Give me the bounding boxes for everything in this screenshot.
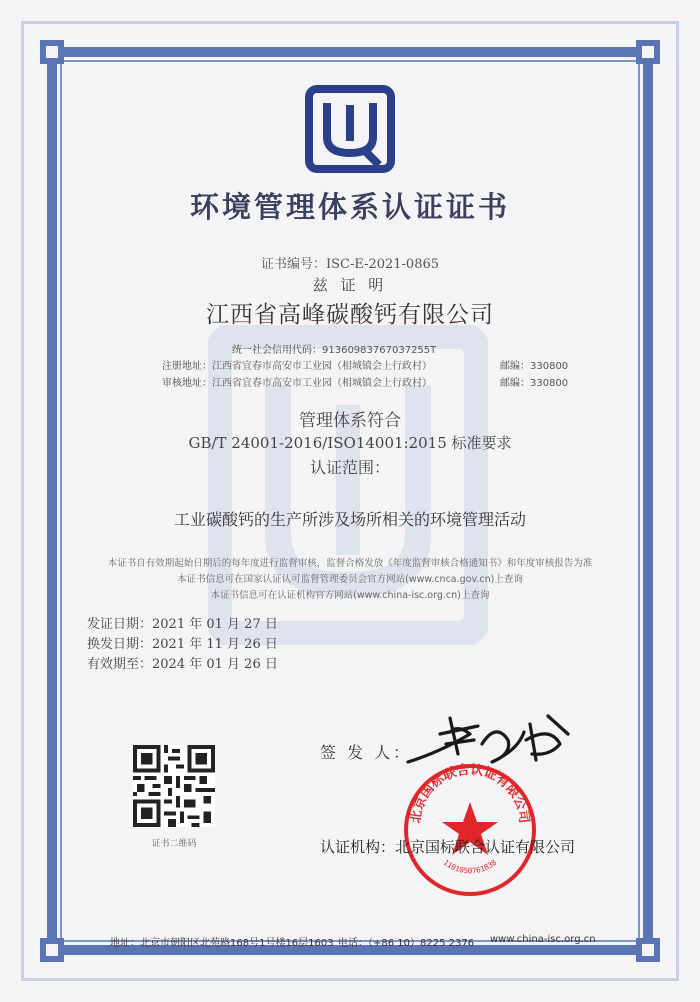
expiry-date-value: 2024 年 01 月 26 日 <box>152 657 278 672</box>
audit-address-value: 江西省宜春市高安市工业园（相城镇会上行政村） <box>212 378 432 389</box>
postcode-label: 邮编： <box>500 361 530 372</box>
credit-code-value: 91360983767037255T <box>322 345 437 356</box>
postcode-row-1 <box>500 357 568 372</box>
notice-line-3: 本证书信息可在认证机构官方网站(www.china-isc.org.cn)上查询 <box>210 590 490 601</box>
qr-code <box>133 745 215 827</box>
qr-code-label: 证书二维码 <box>151 839 197 849</box>
company-name: 江西省高峰碳酸钙有限公司 <box>206 302 494 328</box>
standard-requirement: GB/T 24001-2016/ISO14001:2015 标准要求 <box>188 434 512 452</box>
corner-ornament-tl <box>40 40 64 64</box>
management-system-line: 管理体系符合 <box>299 411 401 431</box>
reissue-date-row <box>87 633 278 652</box>
registered-address-row <box>162 357 432 372</box>
notice-line-2: 本证书信息可在国家认证认可监督管理委员会官方网站(www.cnca.gov.cn)上查询 <box>177 574 523 585</box>
corner-ornament-bl <box>40 938 64 962</box>
reissue-date-value: 2021 年 11 月 26 日 <box>152 637 278 652</box>
svg-text:1101050761838 <box>442 858 499 876</box>
issue-date-value: 2021 年 01 月 27 日 <box>152 617 278 632</box>
credit-code-row <box>232 341 436 356</box>
footer-address: 地址：北京市朝阳区北苑路168号1号楼16层1603 <box>110 938 334 949</box>
certification-body: 认证机构：北京国标联合认证有限公司 <box>320 838 576 856</box>
expiry-date-row <box>87 653 278 672</box>
credit-code-label: 统一社会信用代码： <box>232 345 322 356</box>
certificate-number: 证书编号：ISC-E-2021-0865 <box>260 257 440 272</box>
seal-text: 北京国标联合认证有限公司 <box>408 762 532 825</box>
postcode-value: 330800 <box>530 361 569 372</box>
corner-ornament-br <box>636 938 660 962</box>
corner-ornament-tr <box>636 40 660 64</box>
official-seal <box>400 760 540 900</box>
registered-address-value: 江西省宜春市高安市工业园（相城镇会上行政村） <box>212 361 432 372</box>
isc-logo-icon <box>305 85 395 173</box>
reissue-date-label: 换发日期： <box>87 637 153 652</box>
registered-address-label: 注册地址： <box>162 361 212 372</box>
postcode-value: 330800 <box>530 378 569 389</box>
expiry-date-label: 有效期至： <box>87 657 153 672</box>
seal-number: 1101050761838 <box>441 857 499 876</box>
footer-website[interactable]: www.china-isc.org.cn <box>490 934 596 945</box>
certificate-title: 环境管理体系认证证书 <box>189 190 510 224</box>
signer-label: 签 发 人： <box>320 743 413 762</box>
issue-date-row <box>87 613 278 632</box>
footer-phone: 电话：（+86 10）8225 2376 <box>338 938 475 949</box>
postcode-row-2 <box>500 374 568 389</box>
postcode-label: 邮编： <box>500 378 530 389</box>
notice-line-1: 本证书自有效期起始日期后的每年度进行监督审核，监督合格发放《年度监督审核合格通知书》和年度审核报告为准 <box>107 558 593 569</box>
hereby-certify: 兹 证 明 <box>312 276 388 294</box>
scope-label: 认证范围： <box>309 458 390 477</box>
audit-address-row <box>162 374 432 389</box>
issue-date-label: 发证日期： <box>87 617 153 632</box>
certification-scope: 工业碳酸钙的生产所涉及场所相关的环境管理活动 <box>173 510 526 529</box>
audit-address-label: 审核地址： <box>162 378 212 389</box>
